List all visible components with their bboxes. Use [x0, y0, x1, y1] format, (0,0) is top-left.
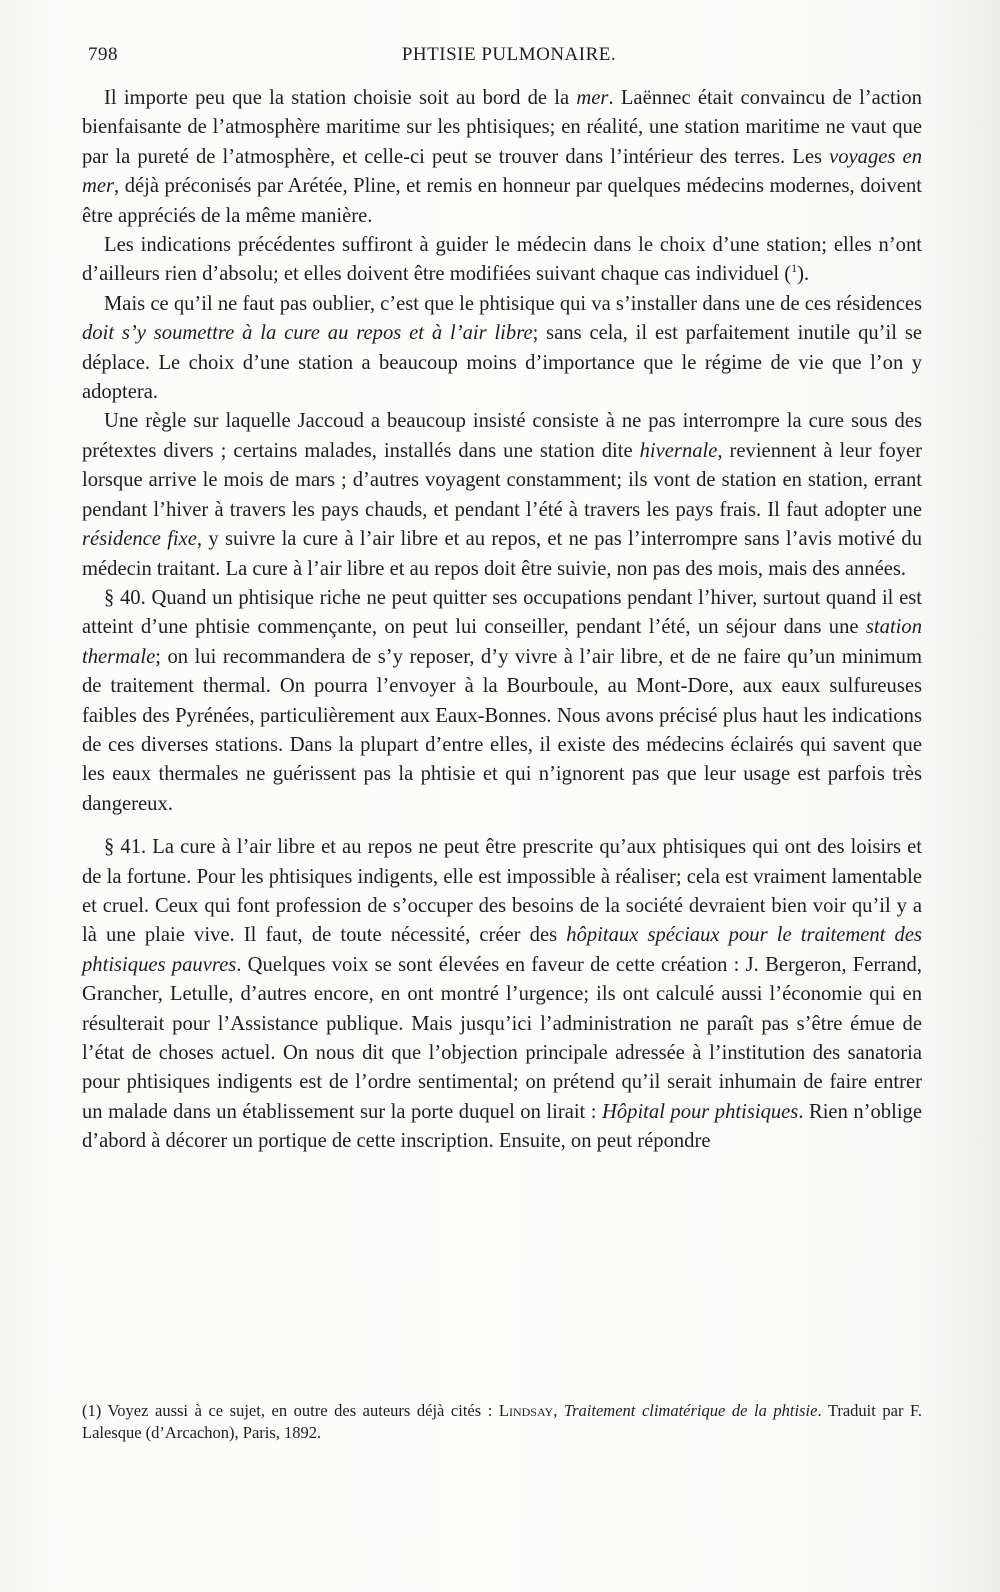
paragraph-station-maritime — [82, 84, 922, 231]
text-run: , — [553, 1401, 564, 1420]
text-run: Les indications précédentes suffiront à guider le médecin dans le choix d’une station; elles n’ont d’ailleurs rien d’absolu; et elles doivent être modifiées suivant chaque cas individuel ( — [82, 234, 922, 286]
italic-run: station thermale — [82, 616, 922, 668]
paragraph-indications — [82, 231, 922, 290]
paragraph-section-40 — [82, 584, 922, 819]
footnote-text — [82, 1400, 922, 1444]
italic-run: résidence fixe — [82, 528, 197, 551]
footnote-marker: (1) — [82, 1401, 102, 1420]
text-run: Il importe peu que la station choisie soit au bord de la — [104, 87, 577, 109]
text-run: . Rien n’oblige d’abord à décorer un portique de cette inscription. Ensuite, on peut répondre — [82, 1100, 922, 1153]
page-header — [88, 44, 930, 74]
text-run: § 41. La cure à l’air libre et au repos ne peut être prescrite qu’aux phtisiques qui ont des loisirs et de la fortune. Pour les phtisiques indigents, elle est impossible à réaliser; cela est vraiment lamentable et cruel. Ceux qui font profession de s’occuper des besoins de la société devraient bien voir qu’il y a là une plaie vive. Il faut, de toute nécessité, créer des — [82, 836, 922, 947]
footnote — [82, 1400, 922, 1444]
italic-run: hôpitaux spéciaux pour le traitement des phtisiques pauvres — [82, 924, 922, 976]
footnote-reference: 1 — [791, 261, 798, 276]
italic-run: voyages en mer — [82, 145, 922, 198]
text-run: ). — [797, 263, 810, 286]
text-run: . Quelques voix se sont élevées en faveur de cette création : J. Bergeron, Ferrand, Grancher, Letulle, d’autres encore, en ont montré l’urgence; ils ont calculé aussi l’économie qui en résulterait pour l’Assistance publique. Mais jusqu’ici l’administration ne paraît pas s’être émue de l’état de choses actuel. On nous dit que l’objection principale adressée à l’institution des sanatoria pour phtisiques indigents est de l’ordre sentimental; on prétend qu’il serait inhumain de faire entrer un malade dans un établissement sur la porte duquel on lirait : — [82, 953, 922, 1123]
text-run: ; on lui recommandera de s’y reposer, d’y vivre à l’air libre, et de ne faire qu’un minimum de traitement thermal. On pourra l’envoyer à la Bourboule, au Mont-Dore, aux eaux sulfureuses faibles des Pyrénées, particulièrement aux Eaux-Bonnes. Nous avons précisé plus haut les indications de ces diverses stations. Dans la plupart d’entre elles, il existe des médecins éclairés qui savent que les eaux thermales ne guérissent pas la phtisie et qui n’ignorent pas que leur usage est parfois très dangereux. — [82, 645, 922, 815]
text-run: Mais ce qu’il ne faut pas oublier, c’est que le phtisique qui va s’installer dans une de ces résidences — [104, 292, 922, 315]
text-run: Voyez aussi à ce sujet, en outre des auteurs déjà cités : — [101, 1401, 499, 1420]
paragraph-section-41 — [82, 833, 922, 1156]
body-text — [82, 84, 922, 1157]
running-title: PHTISIE PULMONAIRE. — [401, 44, 617, 65]
text-run: , déjà préconisés par Arétée, Pline, et remis en honneur par quelques médecins modernes, doivent être appréciés de la même manière. — [82, 175, 922, 227]
footnote-author: Lindsay — [498, 1401, 554, 1420]
text-run: , reviennent à leur foyer lorsque arrive le mois de mars ; d’autres voyagent constamment; ils vont de station en station, errant pendant l’hiver à travers les pays chauds, et pendant l’été à travers les pays frais. Il faut adopter une — [82, 439, 922, 521]
italic-run: mer — [576, 87, 609, 109]
paragraph-jaccoud — [82, 407, 922, 583]
text-run: § 40. Quand un phtisique riche ne peut quitter ses occupations pendant l’hiver, surtout quand il est atteint d’une phtisie commençante, on peut lui conseiller, pendant l’été, un séjour dans une — [82, 586, 922, 639]
text-run: . Traduit par F. Lalesque (d’Arcachon), Paris, 1892. — [82, 1401, 922, 1442]
page-number: 798 — [88, 44, 118, 65]
italic-run: hivernale — [639, 439, 718, 462]
italic-run: Hôpital pour phtisiques — [601, 1100, 799, 1123]
footnote-title: Traitement climatérique de la phtisie — [563, 1401, 818, 1420]
text-run: ; sans cela, il est parfaitement inutile qu’il se déplace. Le choix d’une station a beaucoup moins d’importance que le régime de vie que l’on y adoptera. — [82, 322, 922, 404]
paragraph-cure-repos — [82, 290, 922, 408]
text-run: Une règle sur laquelle Jaccoud a beaucoup insisté consiste à ne pas interrompre la cure sous des prétextes divers ; certains malades, installés dans une station dite — [82, 410, 922, 462]
text-run: . Laënnec était convaincu de l’action bienfaisante de l’atmosphère maritime sur les phtisiques; en réalité, une station maritime ne vaut que par la pureté de l’atmosphère, et celle-ci peut se trouver dans l’intérieur des terres. Les — [82, 87, 922, 168]
text-run: , y suivre la cure à l’air libre et au repos, et ne pas l’interrompre sans l’avis motivé du médecin traitant. La cure à l’air libre et au repos doit être suivie, non pas des mois, mais des années. — [82, 528, 922, 580]
italic-run: doit s’y soumettre à la cure au repos et à l’air libre — [82, 322, 533, 345]
